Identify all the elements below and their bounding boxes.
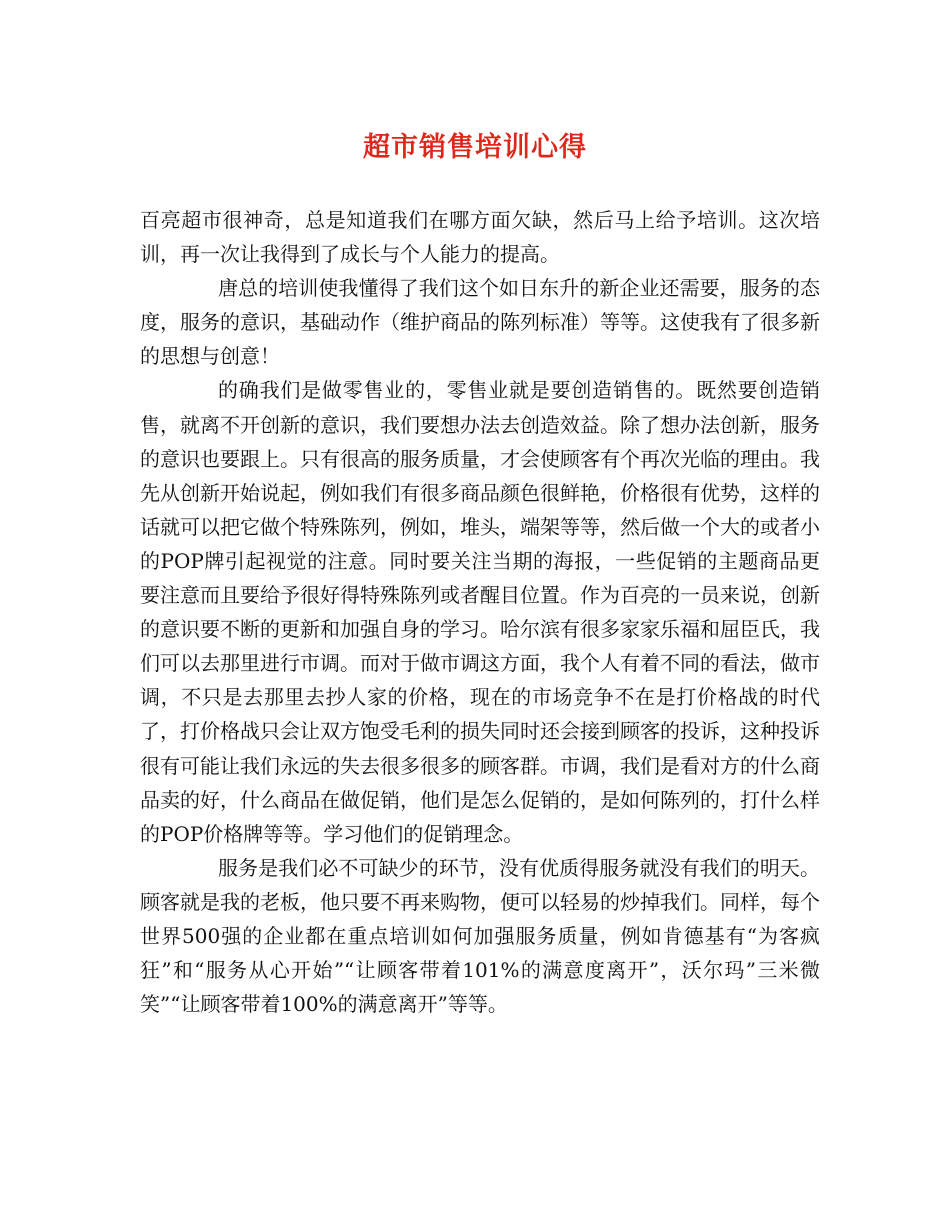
document-body	[140, 203, 820, 1021]
paragraph-service: 服务是我们必不可缺少的环节，没有优质得服务就没有我们的明天。顾客就是我的老板，他只要不再来购物，便可以轻易的炒掉我们。同样，每个世界500强的企业都在重点培训如何加强服务质量，例如肯德基有“为客疯狂”和“服务从心开始”“让顾客带着101%的满意度离开”，沃尔玛”三米微笑”“让顾客带着100%的满意离开”等等。	[140, 855, 820, 1017]
paragraph-intro: 百亮超市很神奇，总是知道我们在哪方面欠缺，然后马上给予培训。这次培训，再一次让我得到了成长与个人能力的提高。	[140, 208, 820, 267]
document-title: 超市销售培训心得	[363, 132, 587, 163]
paragraph-innovation: 的确我们是做零售业的，零售业就是要创造销售的。既然要创造销售，就离不开创新的意识，我们要想办法去创造效益。除了想办法创新，服务的意识也要跟上。只有很高的服务质量，才会使顾客有个再次光临的理由。我先从创新开始说起，例如我们有很多商品颜色很鲜艳，价格很有优势，这样的话就可以把它做个特殊陈列，例如，堆头，端架等等，然后做一个大的或者小的POP牌引起视觉的注意。同时要关注当期的海报，一些促销的主题商品更要注意而且要给予很好得特殊陈列或者醒目位置。作为百亮的一员来说，创新的意识要不断的更新和加强自身的学习。哈尔滨有很多家家乐福和屈臣氏，我们可以去那里进行市调。而对于做市调这方面，我个人有着不同的看法，做市调，不只是去那里去抄人家的价格，现在的市场竞争不在是打价格战的时代了，打价格战只会让双方饱受毛利的损失同时还会接到顾客的投诉，这种投诉很有可能让我们永远的失去很多很多的顾客群。市调，我们是看对方的什么商品卖的好，什么商品在做促销，他们是怎么促销的，是如何陈列的，打什么样的POP价格牌等等。学习他们的促销理念。	[140, 378, 820, 846]
paragraph-training: 唐总的培训使我懂得了我们这个如日东升的新企业还需要，服务的态度，服务的意识，基础动作（维护商品的陈列标准）等等。这使我有了很多新的思想与创意！	[140, 276, 820, 369]
